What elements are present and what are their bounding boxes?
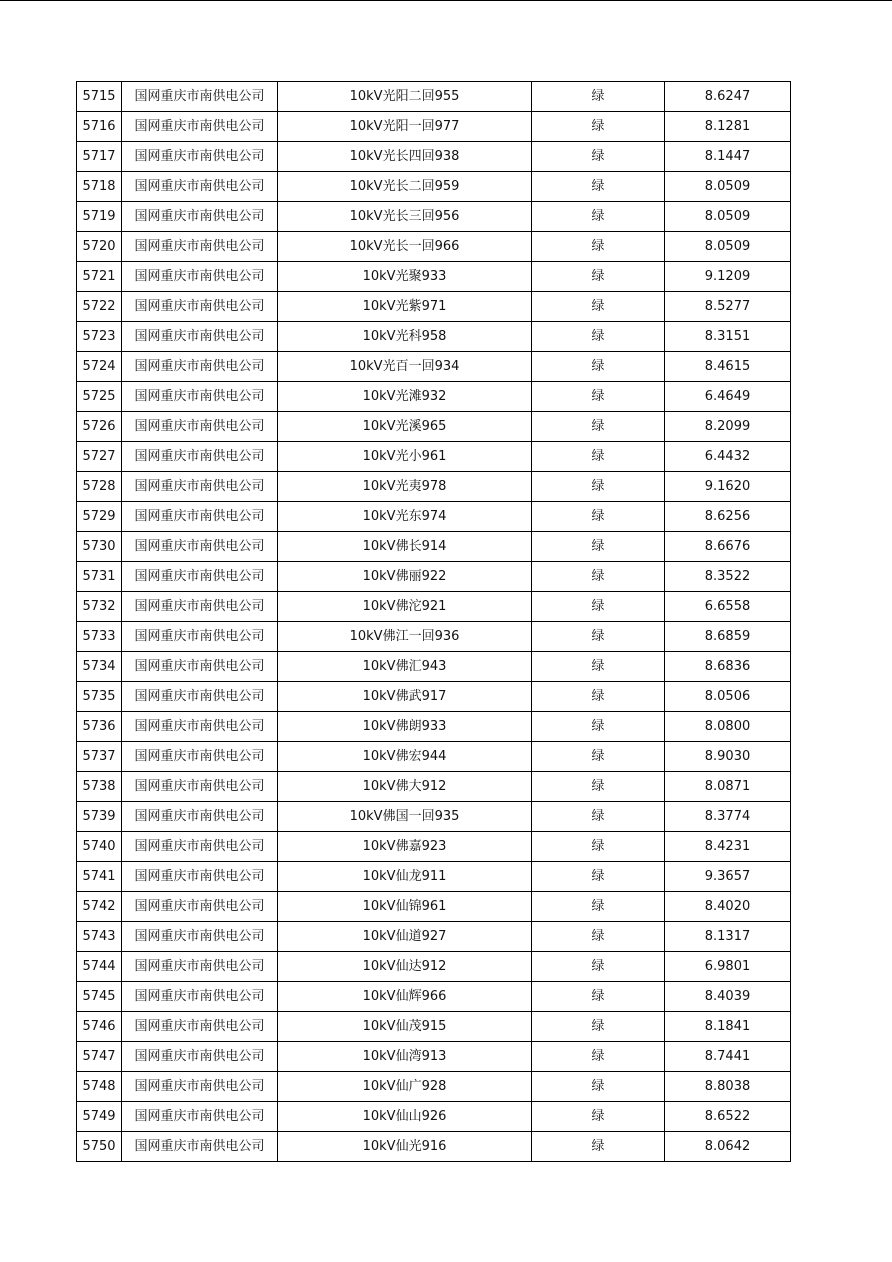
row-number-cell: 5718 xyxy=(77,172,122,202)
status-cell: 绿 xyxy=(532,232,665,262)
value-cell: 8.6256 xyxy=(665,502,791,532)
row-number-cell: 5721 xyxy=(77,262,122,292)
value-cell: 8.3522 xyxy=(665,562,791,592)
row-number-cell: 5745 xyxy=(77,982,122,1012)
line-name-cell: 10kV光紫971 xyxy=(278,292,532,322)
status-cell: 绿 xyxy=(532,682,665,712)
line-name-cell: 10kV仙光916 xyxy=(278,1132,532,1162)
value-cell: 8.7441 xyxy=(665,1042,791,1072)
company-cell: 国网重庆市南供电公司 xyxy=(122,1132,278,1162)
line-name-cell: 10kV佛朗933 xyxy=(278,712,532,742)
table-row xyxy=(77,1072,791,1102)
status-cell: 绿 xyxy=(532,712,665,742)
row-number-cell: 5737 xyxy=(77,742,122,772)
row-number-cell: 5739 xyxy=(77,802,122,832)
value-cell: 8.4020 xyxy=(665,892,791,922)
row-number-cell: 5717 xyxy=(77,142,122,172)
status-cell: 绿 xyxy=(532,952,665,982)
value-cell: 9.1620 xyxy=(665,472,791,502)
table-row xyxy=(77,442,791,472)
line-name-cell: 10kV仙锦961 xyxy=(278,892,532,922)
company-cell: 国网重庆市南供电公司 xyxy=(122,952,278,982)
row-number-cell: 5735 xyxy=(77,682,122,712)
line-name-cell: 10kV光滩932 xyxy=(278,382,532,412)
value-cell: 8.0509 xyxy=(665,232,791,262)
status-cell: 绿 xyxy=(532,1072,665,1102)
company-cell: 国网重庆市南供电公司 xyxy=(122,982,278,1012)
company-cell: 国网重庆市南供电公司 xyxy=(122,652,278,682)
table-row xyxy=(77,952,791,982)
value-cell: 8.0509 xyxy=(665,202,791,232)
row-number-cell: 5747 xyxy=(77,1042,122,1072)
table-row xyxy=(77,262,791,292)
page-top-border xyxy=(0,0,892,1)
line-name-cell: 10kV仙道927 xyxy=(278,922,532,952)
status-cell: 绿 xyxy=(532,862,665,892)
status-cell: 绿 xyxy=(532,1102,665,1132)
value-cell: 8.3774 xyxy=(665,802,791,832)
row-number-cell: 5748 xyxy=(77,1072,122,1102)
row-number-cell: 5740 xyxy=(77,832,122,862)
line-name-cell: 10kV佛嘉923 xyxy=(278,832,532,862)
company-cell: 国网重庆市南供电公司 xyxy=(122,772,278,802)
table-row xyxy=(77,322,791,352)
table-row xyxy=(77,172,791,202)
table-row xyxy=(77,562,791,592)
table-row xyxy=(77,292,791,322)
company-cell: 国网重庆市南供电公司 xyxy=(122,142,278,172)
status-cell: 绿 xyxy=(532,262,665,292)
table-row xyxy=(77,112,791,142)
company-cell: 国网重庆市南供电公司 xyxy=(122,712,278,742)
value-cell: 8.0509 xyxy=(665,172,791,202)
company-cell: 国网重庆市南供电公司 xyxy=(122,322,278,352)
status-cell: 绿 xyxy=(532,832,665,862)
table-body xyxy=(77,82,791,1162)
company-cell: 国网重庆市南供电公司 xyxy=(122,1012,278,1042)
status-cell: 绿 xyxy=(532,472,665,502)
table-row xyxy=(77,892,791,922)
company-cell: 国网重庆市南供电公司 xyxy=(122,232,278,262)
value-cell: 8.6676 xyxy=(665,532,791,562)
status-cell: 绿 xyxy=(532,742,665,772)
company-cell: 国网重庆市南供电公司 xyxy=(122,262,278,292)
status-cell: 绿 xyxy=(532,292,665,322)
value-cell: 8.8038 xyxy=(665,1072,791,1102)
line-name-cell: 10kV佛国一回935 xyxy=(278,802,532,832)
company-cell: 国网重庆市南供电公司 xyxy=(122,382,278,412)
value-cell: 8.1447 xyxy=(665,142,791,172)
line-name-cell: 10kV光东974 xyxy=(278,502,532,532)
line-name-cell: 10kV光长四回938 xyxy=(278,142,532,172)
company-cell: 国网重庆市南供电公司 xyxy=(122,1072,278,1102)
table-row xyxy=(77,652,791,682)
status-cell: 绿 xyxy=(532,502,665,532)
value-cell: 8.3151 xyxy=(665,322,791,352)
value-cell: 9.3657 xyxy=(665,862,791,892)
line-name-cell: 10kV仙辉966 xyxy=(278,982,532,1012)
row-number-cell: 5731 xyxy=(77,562,122,592)
line-name-cell: 10kV仙山926 xyxy=(278,1102,532,1132)
status-cell: 绿 xyxy=(532,922,665,952)
value-cell: 8.0506 xyxy=(665,682,791,712)
row-number-cell: 5738 xyxy=(77,772,122,802)
value-cell: 8.4231 xyxy=(665,832,791,862)
company-cell: 国网重庆市南供电公司 xyxy=(122,862,278,892)
line-name-cell: 10kV佛宏944 xyxy=(278,742,532,772)
status-cell: 绿 xyxy=(532,202,665,232)
status-cell: 绿 xyxy=(532,382,665,412)
row-number-cell: 5725 xyxy=(77,382,122,412)
line-name-cell: 10kV光聚933 xyxy=(278,262,532,292)
row-number-cell: 5742 xyxy=(77,892,122,922)
status-cell: 绿 xyxy=(532,142,665,172)
table-row xyxy=(77,712,791,742)
table-row xyxy=(77,922,791,952)
row-number-cell: 5743 xyxy=(77,922,122,952)
value-cell: 9.1209 xyxy=(665,262,791,292)
value-cell: 8.1281 xyxy=(665,112,791,142)
value-cell: 6.4432 xyxy=(665,442,791,472)
row-number-cell: 5749 xyxy=(77,1102,122,1132)
table-row xyxy=(77,832,791,862)
status-cell: 绿 xyxy=(532,112,665,142)
row-number-cell: 5719 xyxy=(77,202,122,232)
line-name-cell: 10kV光小961 xyxy=(278,442,532,472)
line-name-cell: 10kV仙达912 xyxy=(278,952,532,982)
row-number-cell: 5726 xyxy=(77,412,122,442)
value-cell: 6.4649 xyxy=(665,382,791,412)
table-row xyxy=(77,382,791,412)
company-cell: 国网重庆市南供电公司 xyxy=(122,1042,278,1072)
row-number-cell: 5746 xyxy=(77,1012,122,1042)
status-cell: 绿 xyxy=(532,532,665,562)
table-row xyxy=(77,412,791,442)
table-row xyxy=(77,472,791,502)
company-cell: 国网重庆市南供电公司 xyxy=(122,562,278,592)
company-cell: 国网重庆市南供电公司 xyxy=(122,592,278,622)
company-cell: 国网重庆市南供电公司 xyxy=(122,892,278,922)
company-cell: 国网重庆市南供电公司 xyxy=(122,622,278,652)
status-cell: 绿 xyxy=(532,442,665,472)
row-number-cell: 5723 xyxy=(77,322,122,352)
line-name-cell: 10kV仙湾913 xyxy=(278,1042,532,1072)
line-name-cell: 10kV佛汇943 xyxy=(278,652,532,682)
line-name-cell: 10kV仙龙911 xyxy=(278,862,532,892)
row-number-cell: 5744 xyxy=(77,952,122,982)
table-row xyxy=(77,742,791,772)
table-row xyxy=(77,352,791,382)
row-number-cell: 5730 xyxy=(77,532,122,562)
line-name-cell: 10kV光长三回956 xyxy=(278,202,532,232)
company-cell: 国网重庆市南供电公司 xyxy=(122,922,278,952)
row-number-cell: 5727 xyxy=(77,442,122,472)
table-row xyxy=(77,622,791,652)
company-cell: 国网重庆市南供电公司 xyxy=(122,352,278,382)
status-cell: 绿 xyxy=(532,82,665,112)
value-cell: 8.0800 xyxy=(665,712,791,742)
status-cell: 绿 xyxy=(532,892,665,922)
row-number-cell: 5750 xyxy=(77,1132,122,1162)
row-number-cell: 5732 xyxy=(77,592,122,622)
value-cell: 8.0642 xyxy=(665,1132,791,1162)
company-cell: 国网重庆市南供电公司 xyxy=(122,832,278,862)
value-cell: 8.1841 xyxy=(665,1012,791,1042)
line-name-cell: 10kV佛长914 xyxy=(278,532,532,562)
table-row xyxy=(77,1042,791,1072)
company-cell: 国网重庆市南供电公司 xyxy=(122,172,278,202)
row-number-cell: 5722 xyxy=(77,292,122,322)
line-name-cell: 10kV佛武917 xyxy=(278,682,532,712)
table-row xyxy=(77,982,791,1012)
company-cell: 国网重庆市南供电公司 xyxy=(122,412,278,442)
row-number-cell: 5724 xyxy=(77,352,122,382)
row-number-cell: 5736 xyxy=(77,712,122,742)
status-cell: 绿 xyxy=(532,1042,665,1072)
company-cell: 国网重庆市南供电公司 xyxy=(122,442,278,472)
value-cell: 8.6522 xyxy=(665,1102,791,1132)
table-row xyxy=(77,532,791,562)
line-name-cell: 10kV光长二回959 xyxy=(278,172,532,202)
status-cell: 绿 xyxy=(532,772,665,802)
line-name-cell: 10kV光阳二回955 xyxy=(278,82,532,112)
value-cell: 6.9801 xyxy=(665,952,791,982)
company-cell: 国网重庆市南供电公司 xyxy=(122,682,278,712)
value-cell: 8.1317 xyxy=(665,922,791,952)
value-cell: 8.4039 xyxy=(665,982,791,1012)
status-cell: 绿 xyxy=(532,592,665,622)
status-cell: 绿 xyxy=(532,1012,665,1042)
table-row xyxy=(77,1102,791,1132)
value-cell: 8.9030 xyxy=(665,742,791,772)
company-cell: 国网重庆市南供电公司 xyxy=(122,742,278,772)
table-row xyxy=(77,142,791,172)
row-number-cell: 5729 xyxy=(77,502,122,532)
status-cell: 绿 xyxy=(532,1132,665,1162)
status-cell: 绿 xyxy=(532,322,665,352)
status-cell: 绿 xyxy=(532,412,665,442)
line-name-cell: 10kV光阳一回977 xyxy=(278,112,532,142)
company-cell: 国网重庆市南供电公司 xyxy=(122,802,278,832)
row-number-cell: 5715 xyxy=(77,82,122,112)
status-cell: 绿 xyxy=(532,562,665,592)
table-row xyxy=(77,82,791,112)
table-row xyxy=(77,772,791,802)
value-cell: 8.6247 xyxy=(665,82,791,112)
company-cell: 国网重庆市南供电公司 xyxy=(122,1102,278,1132)
row-number-cell: 5733 xyxy=(77,622,122,652)
row-number-cell: 5741 xyxy=(77,862,122,892)
value-cell: 8.0871 xyxy=(665,772,791,802)
value-cell: 8.6859 xyxy=(665,622,791,652)
table-row xyxy=(77,202,791,232)
company-cell: 国网重庆市南供电公司 xyxy=(122,292,278,322)
line-name-cell: 10kV佛江一回936 xyxy=(278,622,532,652)
data-table xyxy=(76,81,791,1162)
status-cell: 绿 xyxy=(532,802,665,832)
table-row xyxy=(77,1132,791,1162)
table-row xyxy=(77,802,791,832)
line-name-cell: 10kV佛丽922 xyxy=(278,562,532,592)
table-row xyxy=(77,232,791,262)
row-number-cell: 5720 xyxy=(77,232,122,262)
company-cell: 国网重庆市南供电公司 xyxy=(122,202,278,232)
line-name-cell: 10kV光科958 xyxy=(278,322,532,352)
company-cell: 国网重庆市南供电公司 xyxy=(122,502,278,532)
value-cell: 6.6558 xyxy=(665,592,791,622)
status-cell: 绿 xyxy=(532,172,665,202)
status-cell: 绿 xyxy=(532,622,665,652)
value-cell: 8.2099 xyxy=(665,412,791,442)
company-cell: 国网重庆市南供电公司 xyxy=(122,532,278,562)
line-name-cell: 10kV佛沱921 xyxy=(278,592,532,622)
line-name-cell: 10kV光溪965 xyxy=(278,412,532,442)
line-name-cell: 10kV仙茂915 xyxy=(278,1012,532,1042)
table-row xyxy=(77,502,791,532)
row-number-cell: 5716 xyxy=(77,112,122,142)
row-number-cell: 5728 xyxy=(77,472,122,502)
line-name-cell: 10kV光百一回934 xyxy=(278,352,532,382)
value-cell: 8.5277 xyxy=(665,292,791,322)
table-row xyxy=(77,862,791,892)
table-row xyxy=(77,592,791,622)
status-cell: 绿 xyxy=(532,982,665,1012)
status-cell: 绿 xyxy=(532,652,665,682)
line-name-cell: 10kV佛大912 xyxy=(278,772,532,802)
company-cell: 国网重庆市南供电公司 xyxy=(122,112,278,142)
table-row xyxy=(77,682,791,712)
line-name-cell: 10kV光夷978 xyxy=(278,472,532,502)
company-cell: 国网重庆市南供电公司 xyxy=(122,472,278,502)
company-cell: 国网重庆市南供电公司 xyxy=(122,82,278,112)
value-cell: 8.6836 xyxy=(665,652,791,682)
row-number-cell: 5734 xyxy=(77,652,122,682)
status-cell: 绿 xyxy=(532,352,665,382)
value-cell: 8.4615 xyxy=(665,352,791,382)
line-name-cell: 10kV光长一回966 xyxy=(278,232,532,262)
table-row xyxy=(77,1012,791,1042)
line-name-cell: 10kV仙广928 xyxy=(278,1072,532,1102)
